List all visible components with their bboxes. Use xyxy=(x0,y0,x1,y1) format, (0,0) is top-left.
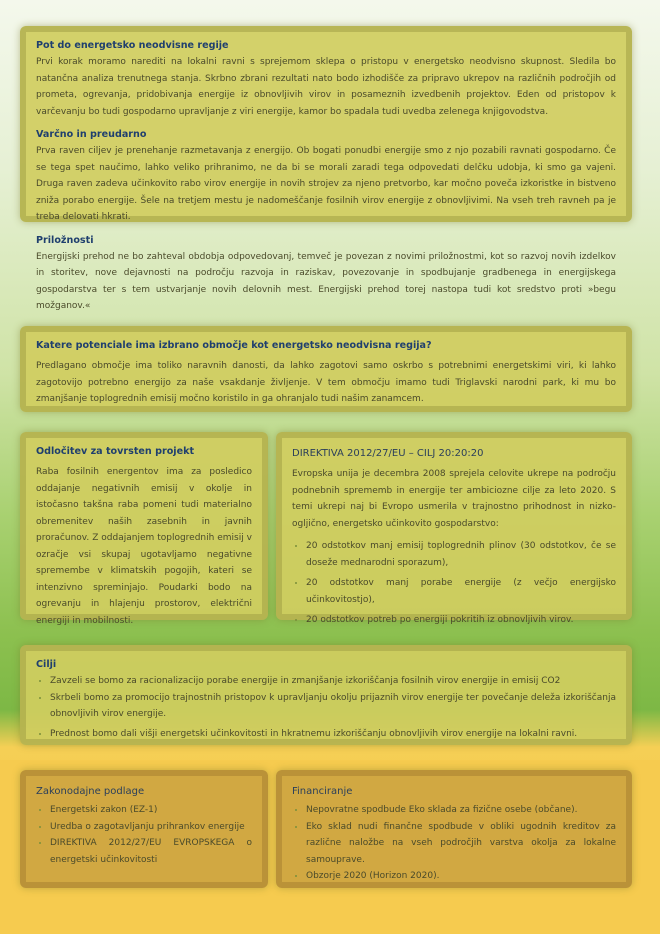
legal-item: • Uredba o zagotavljanju prihrankov energije xyxy=(50,819,252,836)
section-text-opportunities: Energijski prehod ne bo zahteval obdobja odpovedovanj, temveč je povezan z novimi priložnostmi, kot so razvoj novih izdelkov in storitev, nove dejavnosti na področju razvoja in raziskav, povezovanje in spodbujanje gradbenega in energijskega gospodarstva ter s tem ustvarjanje novih delovnih mest. Energijski prehod torej nastopa tudi kot sredstvo proti »begu možganov.« xyxy=(36,251,616,311)
directive-item: • 20 odstotkov manj emisij toplogrednih plinov (30 odstotkov, če se doseže mednarodni sporazum), xyxy=(306,538,616,571)
goals-title: Cilji xyxy=(36,659,57,670)
goal-item: • Zavzeli se bomo za racionalizacijo porabe energije in zmanjšanje izkoriščanja fosilnih virov energije in emisij CO2 xyxy=(50,673,616,690)
energy-path-box xyxy=(20,26,632,311)
directive-item: • 20 odstotkov potreb po energiji pokritih iz obnovljivih virov. xyxy=(306,612,616,629)
section-title-savings: Varčno in preudarno xyxy=(36,129,147,140)
goal-item: • Skrbeli bomo za promocijo trajnostnih pristopov k upravljanju okolju prijaznih virov energije ter povečanje deleža izkoriščanja obnovljivih virov energije. xyxy=(50,690,616,723)
financing-list xyxy=(292,802,616,885)
financing-item: • Nepovratne spodbude Eko sklada za fizične osebe (občane). xyxy=(306,802,616,819)
justification-box xyxy=(20,432,268,626)
section-text-savings: Prva raven ciljev je prenehanje razmetavanja z energijo. Ob bogati ponudbi energije smo z njo pozabili ravnati gospodarno. Če se tega spet naučimo, lahko veliko prihranimo, ne da bi se morali zaradi tega odpovedati delčku udobja, ki smo ga vajeni. Druga raven zadeva učinkovito rabo virov energije in novih strojev za njeno pretvorbo, kar močno poveča izkoristke in bistveno zniža porabo energije. Šele na tretjem mestu je nadomeščanje fosilnih virov energije z obnovljivimi. Na vseh treh ravneh pa je treba delovati hkrati. xyxy=(36,146,616,222)
directive-text: Evropska unija je decembra 2008 sprejela celovite ukrepe na področju podnebnih sprememb in energije ter ambiciozne cilje za leto 2020. S temi ukrepi naj bi Evropo usmerila v trajnostno prihodnost in nizko-ogljično, energetsko učinkovito gospodarstvo: xyxy=(292,469,616,529)
financing-item: • Eko sklad nudi finančne spodbude v obliki ugodnih kreditov za različne naložbe na vseh področjih varstva okolja za lokalne samouprave. xyxy=(306,819,616,869)
section-title-opportunities: Priložnosti xyxy=(36,234,94,246)
legal-box xyxy=(20,770,268,888)
directive-title: DIREKTIVA 2012/27/EU – CILJ 20:20:20 xyxy=(292,448,484,459)
legal-title: Zakonodajne podlage xyxy=(36,786,145,797)
potentials-box xyxy=(20,326,632,412)
directive-box xyxy=(276,432,632,625)
goals-list xyxy=(36,673,616,742)
potentials-title: Katere potenciale ima izbrano območje kot energetsko neodvisna regija? xyxy=(36,340,432,351)
financing-title: Financiranje xyxy=(292,786,353,797)
goals-box xyxy=(20,645,632,745)
financing-item: • Obzorje 2020 (Horizon 2020). xyxy=(306,868,616,885)
energy-path-title: Pot do energetsko neodvisne regije xyxy=(36,40,229,51)
directive-item: • 20 odstotkov manj porabe energije (z večjo energijsko učinkovitostjo), xyxy=(306,575,616,608)
financing-box xyxy=(276,770,632,888)
justification-text: Raba fosilnih energentov ima za posledico oddajanje negativnih emisij v okolje in istočasno takšna raba pomeni tudi materialno obremenitev naših zasebnih in javnih proračunov. Z oddajanjem toplogrednih emisij v ozračje vsi skupaj ugotavljamo negativne spremembe v klimatskih pogojih, kateri se intenzivno spreminjajo. Poudarki bodo na ogrevanju in hlajenju prostorov, električni energiji in mobilnosti. xyxy=(36,467,252,626)
legal-list xyxy=(36,802,252,868)
directive-list xyxy=(292,538,616,629)
justification-title: Odločitev za tovrsten projekt xyxy=(36,446,195,457)
potentials-text: Predlagano območje ima toliko naravnih danosti, da lahko zagotovi samo oskrbo s potrebnimi energetskimi viri, ki lahko zagotovijo potrebno energijo za naše vsakdanje življenje. V tem območju imamo tudi Triglavski narodni park, ki mu bo zmanjšanje toplogrednih emisij močno koristilo in ga ohranjalo tudi našim zanamcem. xyxy=(36,361,616,404)
legal-item: • Energetski zakon (EZ-1) xyxy=(50,802,252,819)
energy-path-text: Prvi korak moramo narediti na lokalni ravni s sprejemom sklepa o pristopu v energetsko neodvisno skupnost. Sledila bo natančna analiza trenutnega stanja. Skrbno zbrani rezultati nato bodo izhodišče za pripravo ukrepov na različnih področjih od prometa, ogrevanja, pridobivanja energije iz obnovljivih virov in posameznih izvedbenih projektov. Eden od pristopov k varčevanju bo tudi gospodarno upravljanje z viri energije, kamor bo spadala tudi uvedba zelenega knjigovodstva. xyxy=(36,57,616,117)
legal-item: • DIREKTIVA 2012/27/EU EVROPSKEGA o energetski učinkovitosti xyxy=(50,835,252,868)
goal-item: • Prednost bomo dali višji energetski učinkovitosti in hkratnemu izkoriščanju obnovljivih virov energije na lokalni ravni. xyxy=(50,726,616,743)
